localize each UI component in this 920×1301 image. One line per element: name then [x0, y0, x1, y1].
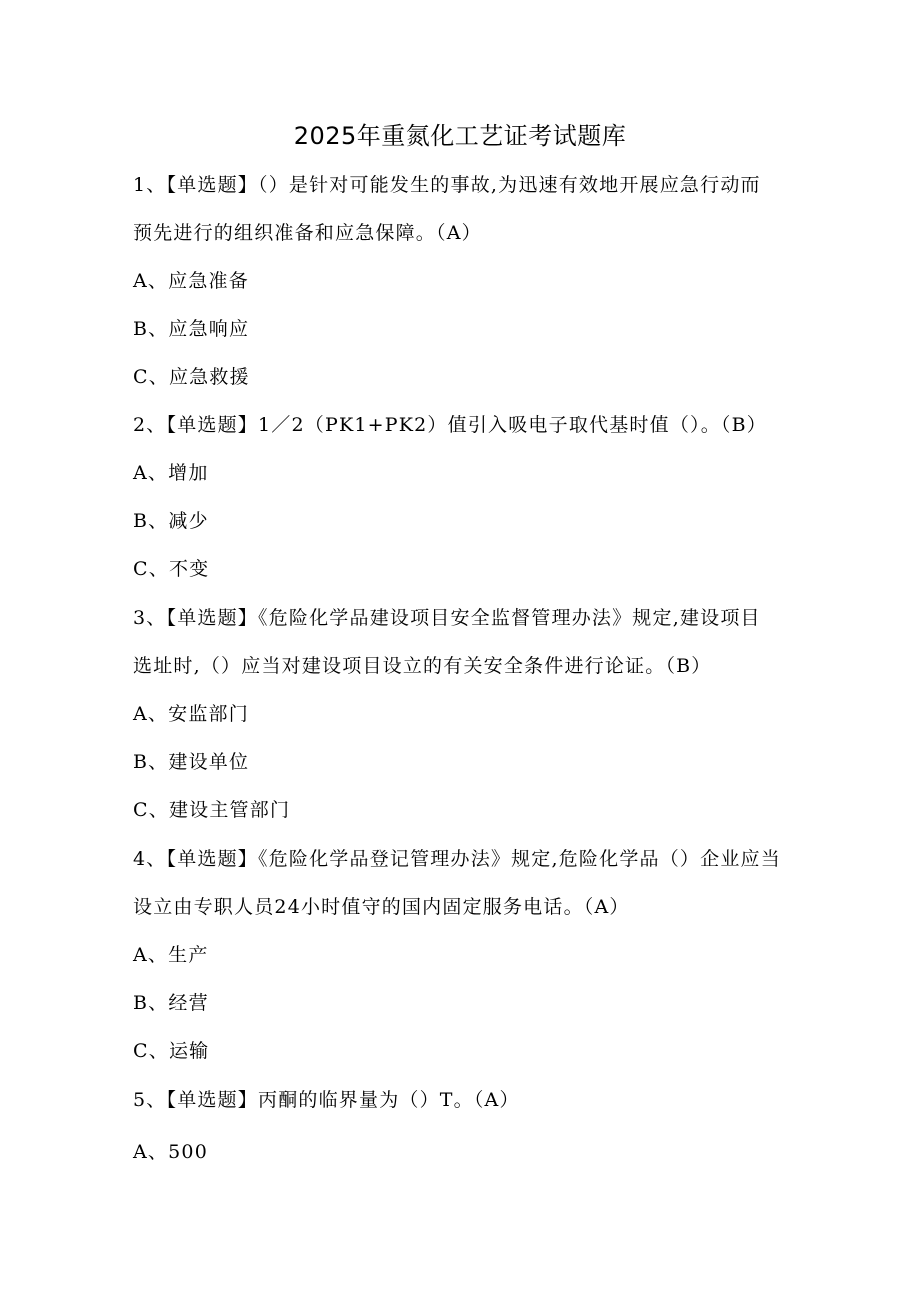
- question-3-stem-line-1: 3、【单选题】《危险化学品建设项目安全监督管理办法》规定,建设项目: [133, 607, 761, 629]
- question-3-option-a: A、安监部门: [133, 703, 249, 725]
- question-2-option-a: A、增加: [133, 462, 209, 484]
- question-3-stem-line-2: 选址时,（）应当对建设项目设立的有关安全条件进行论证。（B）: [133, 655, 712, 677]
- question-3-option-b: B、建设单位: [133, 751, 250, 773]
- question-1-option-a: A、应急准备: [133, 270, 249, 292]
- question-3-option-c: C、建设主管部门: [133, 799, 291, 821]
- question-5-stem-line-1: 5、【单选题】丙酮的临界量为（）T。（A）: [133, 1089, 520, 1111]
- question-1-option-b: B、应急响应: [133, 318, 250, 340]
- question-2-option-b: B、减少: [133, 510, 209, 532]
- question-4-option-a: A、生产: [133, 944, 209, 966]
- question-4-stem-line-2: 设立由专职人员24小时值守的国内固定服务电话。（A）: [133, 896, 630, 918]
- question-1-stem-line-1: 1、【单选题】（）是针对可能发生的事故,为迅速有效地开展应急行动而: [133, 174, 761, 196]
- question-5-option-a: A、500: [133, 1141, 208, 1163]
- question-4-option-b: B、经营: [133, 992, 209, 1014]
- question-1-option-c: C、应急救援: [133, 366, 250, 388]
- document-title: 2025年重氮化工艺证考试题库: [293, 122, 627, 150]
- question-2-stem-line-1: 2、【单选题】1／2（PK1+PK2）值引入吸电子取代基时值（）。（B）: [133, 414, 767, 436]
- question-4-stem-line-1: 4、【单选题】《危险化学品登记管理办法》规定,危险化学品（）企业应当: [133, 848, 781, 870]
- question-2-option-c: C、不变: [133, 558, 210, 580]
- question-4-option-c: C、运输: [133, 1040, 210, 1062]
- question-1-stem-line-2: 预先进行的组织准备和应急保障。（A）: [133, 222, 482, 244]
